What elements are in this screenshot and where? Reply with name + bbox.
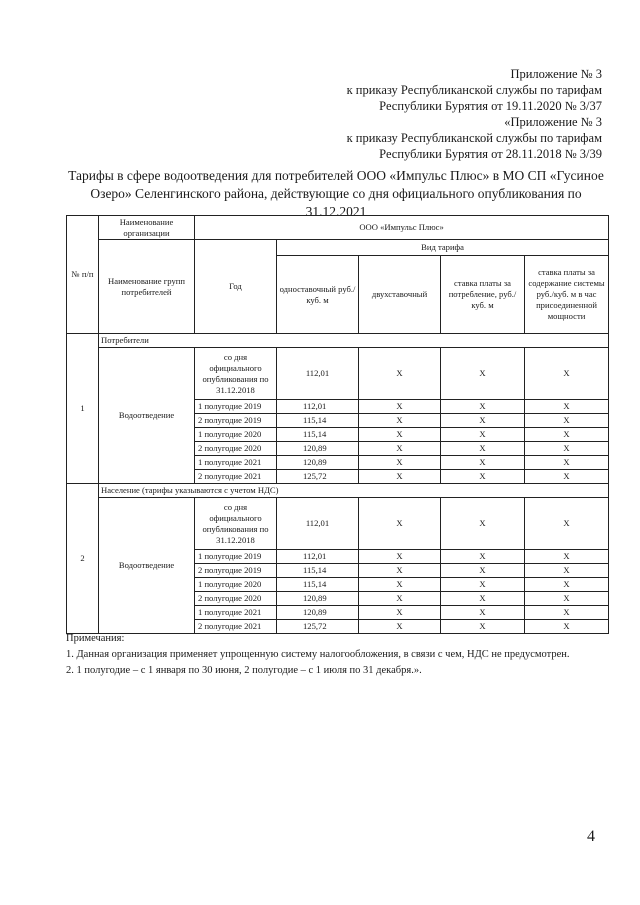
header-line: Республики Бурятия от 28.11.2018 № 3/39	[379, 147, 602, 161]
two-rate-cell: Х	[359, 348, 441, 400]
capacity-rate-cell: Х	[525, 578, 609, 592]
period-cell: 1 полугодие 2021	[195, 456, 277, 470]
single-rate-cell: 115,14	[277, 414, 359, 428]
header-line: Республики Бурятия от 19.11.2020 № 3/37	[379, 99, 602, 113]
consumption-rate-cell: Х	[441, 550, 525, 564]
capacity-rate-cell: Х	[525, 592, 609, 606]
two-rate-cell: Х	[359, 414, 441, 428]
table-section	[67, 334, 609, 484]
notes	[66, 631, 600, 679]
period-cell: со дня официального опубликования по 31.12.2018	[195, 348, 277, 400]
single-rate-cell: 115,14	[277, 564, 359, 578]
single-rate-cell: 112,01	[277, 348, 359, 400]
consumption-rate-cell: Х	[441, 470, 525, 484]
consumption-rate-cell: Х	[441, 428, 525, 442]
capacity-rate-cell: Х	[525, 400, 609, 414]
capacity-rate-cell: Х	[525, 550, 609, 564]
consumption-rate-cell: Х	[441, 606, 525, 620]
section-heading-row	[67, 334, 609, 348]
two-rate-cell: Х	[359, 456, 441, 470]
two-rate-cell: Х	[359, 470, 441, 484]
header-single-rate: одноставочный руб./ куб. м	[277, 256, 359, 334]
period-cell: 1 полугодие 2020	[195, 578, 277, 592]
header-org-name: ООО «Импульс Плюс»	[195, 216, 609, 240]
period-cell: 2 полугодие 2019	[195, 564, 277, 578]
table-row	[67, 498, 609, 550]
single-rate-cell: 115,14	[277, 578, 359, 592]
consumer-group: Водоотведение	[99, 348, 195, 484]
capacity-rate-cell: Х	[525, 498, 609, 550]
period-cell: со дня официального опубликования по 31.12.2018	[195, 498, 277, 550]
single-rate-cell: 125,72	[277, 470, 359, 484]
period-cell: 1 полугодие 2019	[195, 550, 277, 564]
capacity-rate-cell: Х	[525, 414, 609, 428]
header-consumption-rate: ставка платы за потребление, руб./ куб. м	[441, 256, 525, 334]
two-rate-cell: Х	[359, 400, 441, 414]
capacity-rate-cell: Х	[525, 620, 609, 634]
consumption-rate-cell: Х	[441, 498, 525, 550]
document-header	[347, 66, 602, 162]
section-number: 2	[67, 484, 99, 634]
single-rate-cell: 120,89	[277, 606, 359, 620]
single-rate-cell: 120,89	[277, 442, 359, 456]
consumption-rate-cell: Х	[441, 400, 525, 414]
header-num: № п/п	[67, 216, 99, 334]
section-heading: Потребители	[99, 334, 609, 348]
capacity-rate-cell: Х	[525, 442, 609, 456]
period-cell: 2 полугодие 2021	[195, 620, 277, 634]
consumer-group: Водоотведение	[99, 498, 195, 634]
capacity-rate-cell: Х	[525, 456, 609, 470]
period-cell: 1 полугодие 2021	[195, 606, 277, 620]
consumption-rate-cell: Х	[441, 564, 525, 578]
single-rate-cell: 115,14	[277, 428, 359, 442]
two-rate-cell: Х	[359, 550, 441, 564]
consumption-rate-cell: Х	[441, 578, 525, 592]
tariff-table	[66, 215, 609, 634]
capacity-rate-cell: Х	[525, 470, 609, 484]
table-section	[67, 484, 609, 634]
single-rate-cell: 125,72	[277, 620, 359, 634]
section-number: 1	[67, 334, 99, 484]
period-cell: 1 полугодие 2019	[195, 400, 277, 414]
consumption-rate-cell: Х	[441, 348, 525, 400]
single-rate-cell: 120,89	[277, 592, 359, 606]
notes-heading: Примечания:	[66, 633, 125, 644]
capacity-rate-cell: Х	[525, 428, 609, 442]
header-org-label: Наименование организации	[99, 216, 195, 240]
header-line: к приказу Республиканской службы по тарифам	[346, 131, 602, 145]
consumption-rate-cell: Х	[441, 592, 525, 606]
header-tariff-type: Вид тарифа	[277, 240, 609, 256]
capacity-rate-cell: Х	[525, 606, 609, 620]
capacity-rate-cell: Х	[525, 564, 609, 578]
period-cell: 2 полугодие 2021	[195, 470, 277, 484]
document-title: Тарифы в сфере водоотведения для потребителей ООО «Импульс Плюс» в МО СП «Гусиное Озеро» Селенгинского района, действующие со дня официального опубликования по 31.12.2021	[68, 168, 604, 219]
header-line: к приказу Республиканской службы по тарифам	[346, 83, 602, 97]
two-rate-cell: Х	[359, 606, 441, 620]
header-capacity-rate: ставка платы за содержание системы руб./куб. м в час присоединенной мощности	[525, 256, 609, 334]
header-year: Год	[195, 240, 277, 334]
table-head	[67, 216, 609, 334]
consumption-rate-cell: Х	[441, 442, 525, 456]
single-rate-cell: 112,01	[277, 498, 359, 550]
page-number: 4	[587, 828, 595, 845]
two-rate-cell: Х	[359, 428, 441, 442]
two-rate-cell: Х	[359, 592, 441, 606]
period-cell: 1 полугодие 2020	[195, 428, 277, 442]
section-heading: Население (тарифы указываются с учетом НДС)	[99, 484, 609, 498]
two-rate-cell: Х	[359, 442, 441, 456]
note-item: 1. Данная организация применяет упрощенную систему налогообложения, в связи с чем, НДС не предусмотрен.	[66, 649, 570, 660]
period-cell: 2 полугодие 2019	[195, 414, 277, 428]
single-rate-cell: 120,89	[277, 456, 359, 470]
single-rate-cell: 112,01	[277, 550, 359, 564]
consumption-rate-cell: Х	[441, 620, 525, 634]
two-rate-cell: Х	[359, 620, 441, 634]
single-rate-cell: 112,01	[277, 400, 359, 414]
header-two-rate: двухставочный	[359, 256, 441, 334]
table-row	[67, 348, 609, 400]
header-groups-label: Наименование групп потребителей	[99, 240, 195, 334]
note-item: 2. 1 полугодие – с 1 января по 30 июня, 2 полугодие – с 1 июля по 31 декабря.».	[66, 665, 422, 676]
two-rate-cell: Х	[359, 578, 441, 592]
capacity-rate-cell: Х	[525, 348, 609, 400]
period-cell: 2 полугодие 2020	[195, 442, 277, 456]
header-line: Приложение № 3	[510, 67, 602, 81]
two-rate-cell: Х	[359, 498, 441, 550]
period-cell: 2 полугодие 2020	[195, 592, 277, 606]
consumption-rate-cell: Х	[441, 414, 525, 428]
two-rate-cell: Х	[359, 564, 441, 578]
header-line: «Приложение № 3	[504, 115, 602, 129]
consumption-rate-cell: Х	[441, 456, 525, 470]
section-heading-row	[67, 484, 609, 498]
